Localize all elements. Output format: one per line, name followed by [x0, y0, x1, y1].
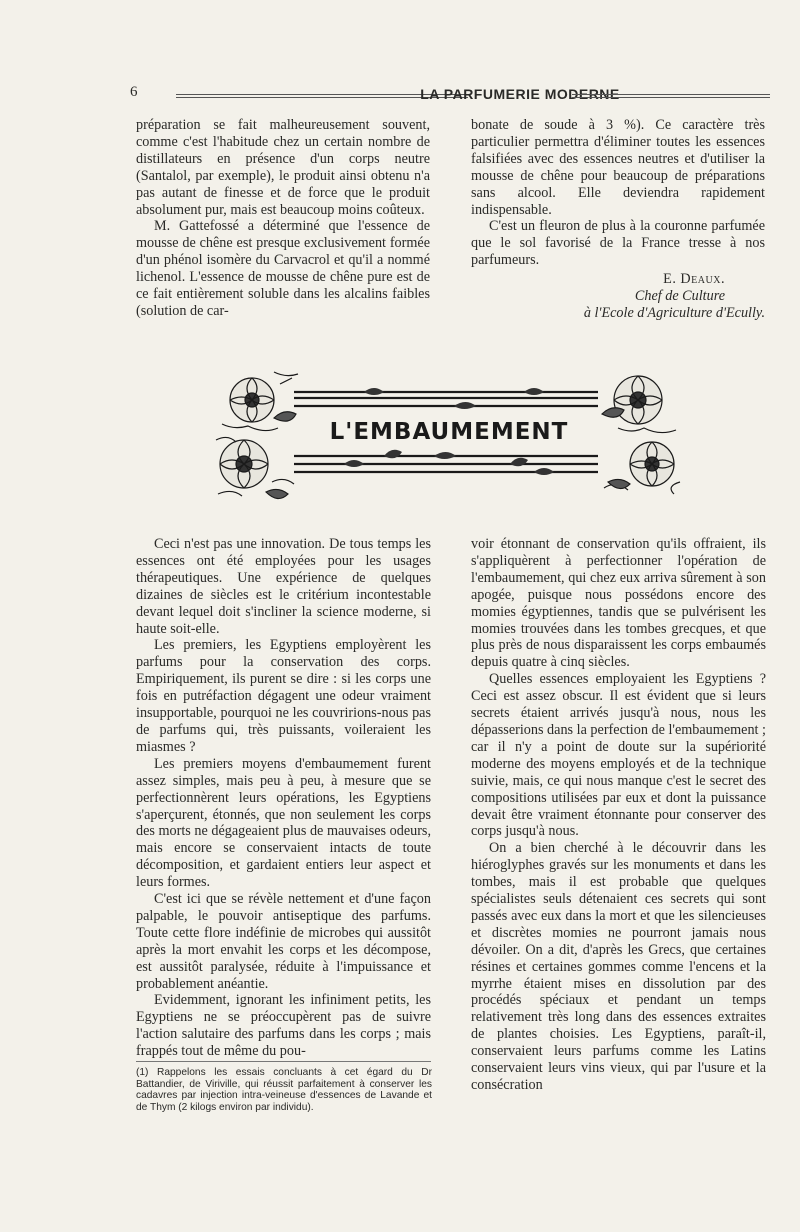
- author-institution: à l'Ecole d'Agriculture d'Ecully.: [583, 304, 765, 321]
- paragraph: Les premiers, les Egyptiens employèrent les parfums pour la conservation des corps. Empiriquement, ils purent se dire : si les corps une fois en putréfaction dégagent une odeur vraiment insupportable, pourquoi ne les couvririons-nous pas de parfums qui, très puissants, voileraient les miasmes ?: [136, 637, 431, 755]
- footnote: (1) Rappelons les essais concluants à cet égard du Dr Battandier, de Viriville, qui réussit parfaitement à conserver les cadavres par injection intra-veineuse d'essences de Lavande et de Thym (2 kilogs environ par individu).: [136, 1067, 432, 1113]
- running-title: [420, 86, 620, 102]
- running-header: [130, 86, 770, 106]
- paragraph: On a bien cherché à le découvrir dans les hiéroglyphes gravés sur les monuments et dans les tombes, mais il est probable que quelques spécialistes seuls détenaient ces secrets qui sont passés avec eux dans la mort et que les silencieuses et discrètes momies ne pourront jamais nous dévoiler. On a dit, d'après les Grecs, que certaines résines et certaines gommes comme l'encens et la myrrhe étaient mises en dissolution par des procédés spéciaux et pendant un temps relativement très long dans des essences extraites de plantes choisies. Les Egyptiens, paraît-il, conservaient leurs parfums comme les Latins conservaient leurs vins vieux, qui par l'usure et la consécration: [471, 840, 766, 1093]
- top-right-column: [471, 117, 765, 322]
- paragraph: Evidemment, ignorant les infiniment petits, les Egyptiens ne se préoccupèrent pas de suivre l'action salutaire des parfums dans les corps ; mais frappés tout de même du pou-: [136, 992, 431, 1060]
- bottom-left-column: [136, 536, 431, 1060]
- page-number: 6: [130, 84, 138, 100]
- paragraph: Les premiers moyens d'embaumement furent assez simples, mais peu à peu, à mesure que se perfectionnèrent leurs opérations, les Egyptiens s'aperçurent, étonnés, que non seulement les corps des morts ne dégageaient plus de mauvaises odeurs, mais encore se conservaient intacts de toute décomposition, et gardaient entiers leur aspect et leurs formes.: [136, 755, 431, 891]
- footnote-rule: [136, 1061, 431, 1062]
- author-role: Chef de Culture: [634, 288, 725, 305]
- running-title-text: LA PARFUMERIE MODERNE: [420, 86, 620, 102]
- header-rule-right: [572, 94, 770, 98]
- paragraph: voir étonnant de conservation qu'ils offraient, ils s'appliquèrent à perfectionner l'opération de l'embaumement, qui chez eux arriva sûrement à son apogée, puisque nous possédons encore des momies égyptiennes, tandis que se pulvérisent les momies trouvées dans les tombes grecques, et que plus près de nous disparaissent les corps embaumés depuis quatre à cinq siècles.: [471, 536, 766, 671]
- section-ornament: [214, 364, 684, 510]
- paragraph: Quelles essences employaient les Egyptiens ? Ceci est assez obscur. Il est évident que si leurs secrets étaient arrivés jusqu'à nous, nous les dépasserions dans la perfection de l'embaumement ; car il n'y a point de doute sur la supériorité moderne des moyens employés et de la technique suivie, mais, ce qui nous manque c'est le secret des compositions utilisées par eux et dont la puissance devait être vraiment étonnante pour conserver des corps jusqu'à nous.: [471, 671, 766, 840]
- paragraph: Ceci n'est pas une innovation. De tous temps les essences ont été employées pour les usages thérapeutiques. Une expérience de quelques dizaines de siècles est le critérium incontestable devant lequel doit s'incliner la science moderne, si haute soit-elle.: [136, 536, 431, 637]
- paragraph: C'est ici que se révèle nettement et d'une façon palpable, le pouvoir antiseptique des parfums. Toute cette flore indéfinie de microbes qui aussitôt après la mort envahit les corps et les décompose, est aussitôt paralysée, réduite à l'impuissance et probablement anéantie.: [136, 891, 431, 992]
- section-title: L'EMBAUMEMENT: [329, 419, 569, 445]
- paragraph: M. Gattefossé a déterminé que l'essence de mousse de chêne est presque exclusivement formée d'un phénol isomère du Carvacrol et qu'il a nommé lichenol. L'essence de mousse de chêne pure est de ce fait entièrement soluble dans les alcalins faibles (solution de car-: [136, 218, 430, 319]
- bottom-right-column: [471, 536, 766, 1094]
- author-name: E. Deaux.: [663, 271, 725, 288]
- paragraph: bonate de soude à 3 %). Ce caractère très particulier permettra d'éliminer toutes les essences falsifiées avec des essences neutres et d'utiliser la mousse de chêne pour beaucoup de préparations sans alcool. Elle deviendra rapidement indispensable.: [471, 117, 765, 218]
- paragraph: C'est un fleuron de plus à la couronne parfumée que le sol favorisé de la France tresse à nos parfumeurs.: [471, 218, 765, 269]
- paragraph: préparation se fait malheureusement souvent, comme c'est l'habitude chez un certain nombre de distillateurs en présence d'un corps neutre (Santalol, par exemple), le produit ainsi obtenu n'a pas autant de finesse et de force que le produit absolument pur, mais est beaucoup moins coûteux.: [136, 117, 430, 218]
- signature-block: [471, 271, 765, 322]
- top-left-column: [136, 117, 430, 320]
